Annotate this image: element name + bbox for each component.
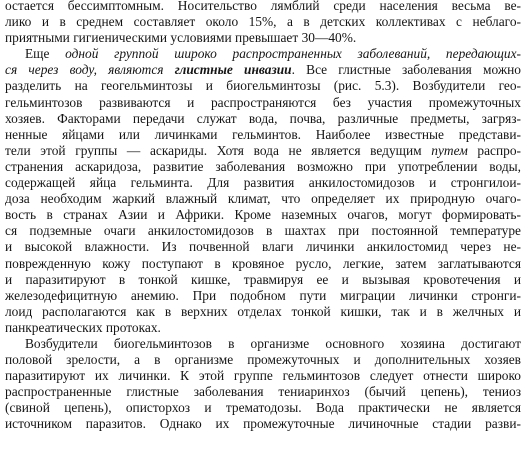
text-line: разделить на геогельминтозы и биогельминтозы (рис. 5.3). Возбудители гео- (5, 78, 521, 94)
text-line: лико и в среднем составляет около 15%, а в детских коллективах с неблаго- (5, 14, 521, 30)
term-glistnye-invazii: глистные инвазии (174, 62, 292, 78)
text-line: и высокой влажности. Из почвенной влаги личинки анкилостомид через не- (5, 239, 521, 255)
text-line: содержащей яйца гельминта. Для развития анкилостомидозов и стронгилои- (5, 175, 521, 191)
text-line: панкреатических протоках. (5, 319, 161, 335)
text-line: поврежденную кожу поступают в кровяное русло, легкие, затем заглатываются (5, 255, 521, 271)
text-line (5, 46, 521, 62)
text-line: остается бессимптомным. Носительство лямблий среди населения весьма ве- (5, 0, 521, 13)
text-line: распространенные глистные заболевания тениаринхоз (бычий цепень), тениоз (5, 384, 521, 400)
text-line: Возбудители биогельминтозов в организме основного хозяина достигают (25, 335, 521, 351)
text-line: железодефицитную анемию. При подобном пути миграции личинки стронги- (5, 287, 521, 303)
text-line: и паразитируют в тонкой кишке, травмируя ее и вызывая кровотечения и (5, 271, 521, 287)
text-line: доза необходим жаркий влажный климат, что определяет их природную очаго- (5, 191, 521, 207)
text-line: приятными гигиеническими условиями превышает 30—40%. (5, 30, 357, 46)
text-line: ненные яйцами или личинками гельминтов. Наиболее известные представи- (5, 126, 521, 142)
text-run: . Все глистные заболевания можно (291, 62, 521, 78)
text-line: хозяев. Факторами передачи служат вода, почва, различные предметы, загряз- (5, 110, 521, 126)
text-run: распро- (467, 142, 521, 158)
text-line: источником паразитов. Однако их промежуточные личиночные стадии разви- (5, 416, 521, 432)
text-run: Еще (25, 46, 66, 62)
italic-word: путем (431, 142, 468, 158)
text-line: паразитируют их личинки. К этой группе гельминтозов следует отнести широко (5, 368, 521, 384)
italic-phrase: ся через воду, являются (5, 62, 175, 78)
text-line: лоид располагаются как в верхних отделах тонкой кишки, так и в желчных и (5, 303, 521, 319)
text-line: (свиной цепень), описторхоз и трематодозы. Вода практически не является (5, 400, 521, 416)
text-line: странения аскаридоза, развитие заболевания возможно при употреблении воды, (5, 158, 521, 174)
italic-phrase: одной группой широко распространенных заболеваний, передающих- (65, 46, 521, 62)
text-line (5, 143, 521, 159)
text-line: гельминтозов развиваются и распространяются без участия промежуточных (5, 94, 521, 110)
text-line: ся подземные очаги анкилостомидозов в шахтах при постоянной температуре (5, 223, 521, 239)
text-line: вость в странах Азии и Африки. Кроме наземных очагов, могут формировать- (5, 207, 521, 223)
text-line: половой зрелости, а в организме промежуточных и дополнительных хозяев (5, 352, 521, 368)
text-line (5, 62, 521, 78)
text-run: тели этой группы — аскариды. Хотя вода не является ведущим (5, 142, 432, 158)
